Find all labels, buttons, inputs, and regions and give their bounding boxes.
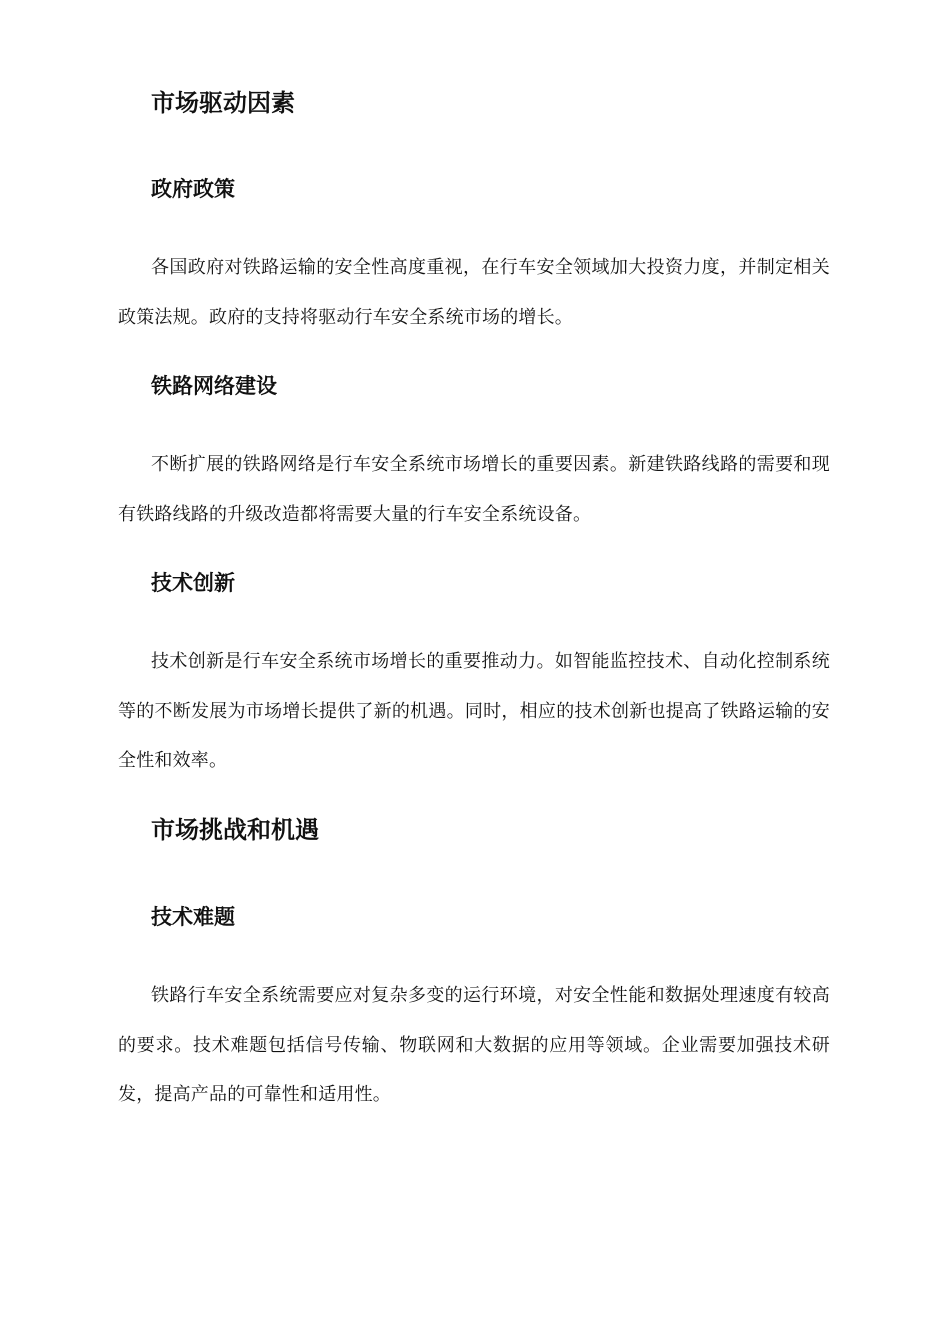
subheading-railway-network: 铁路网络建设 [151,373,277,398]
subheading-tech-innovation: 技术创新 [151,570,235,595]
subheading-government-policy: 政府政策 [151,176,235,201]
subheading-technical-difficulties: 技术难题 [151,904,235,929]
paragraph-technical-difficulties: 铁路行车安全系统需要应对复杂多变的运行环境，对安全性能和数据处理速度有较高的要求。技术难题包括信号传输、物联网和大数据的应用等领域。企业需要加强技术研发，提高产品的可靠性和适用性。 [118,985,830,1105]
paragraph-tech-innovation: 技术创新是行车安全系统市场增长的重要推动力。如智能监控技术、自动化控制系统等的不断发展为市场增长提供了新的机遇。同时，相应的技术创新也提高了铁路运输的安全性和效率。 [118,651,830,771]
paragraph-government-policy: 各国政府对铁路运输的安全性高度重视，在行车安全领域加大投资力度，并制定相关政策法规。政府的支持将驱动行车安全系统市场的增长。 [118,257,830,328]
section-heading-market-drivers: 市场驱动因素 [151,88,295,117]
paragraph-railway-network: 不断扩展的铁路网络是行车安全系统市场增长的重要因素。新建铁路线路的需要和现有铁路线路的升级改造都将需要大量的行车安全系统设备。 [118,454,830,525]
section-heading-challenges-opportunities: 市场挑战和机遇 [151,815,319,844]
